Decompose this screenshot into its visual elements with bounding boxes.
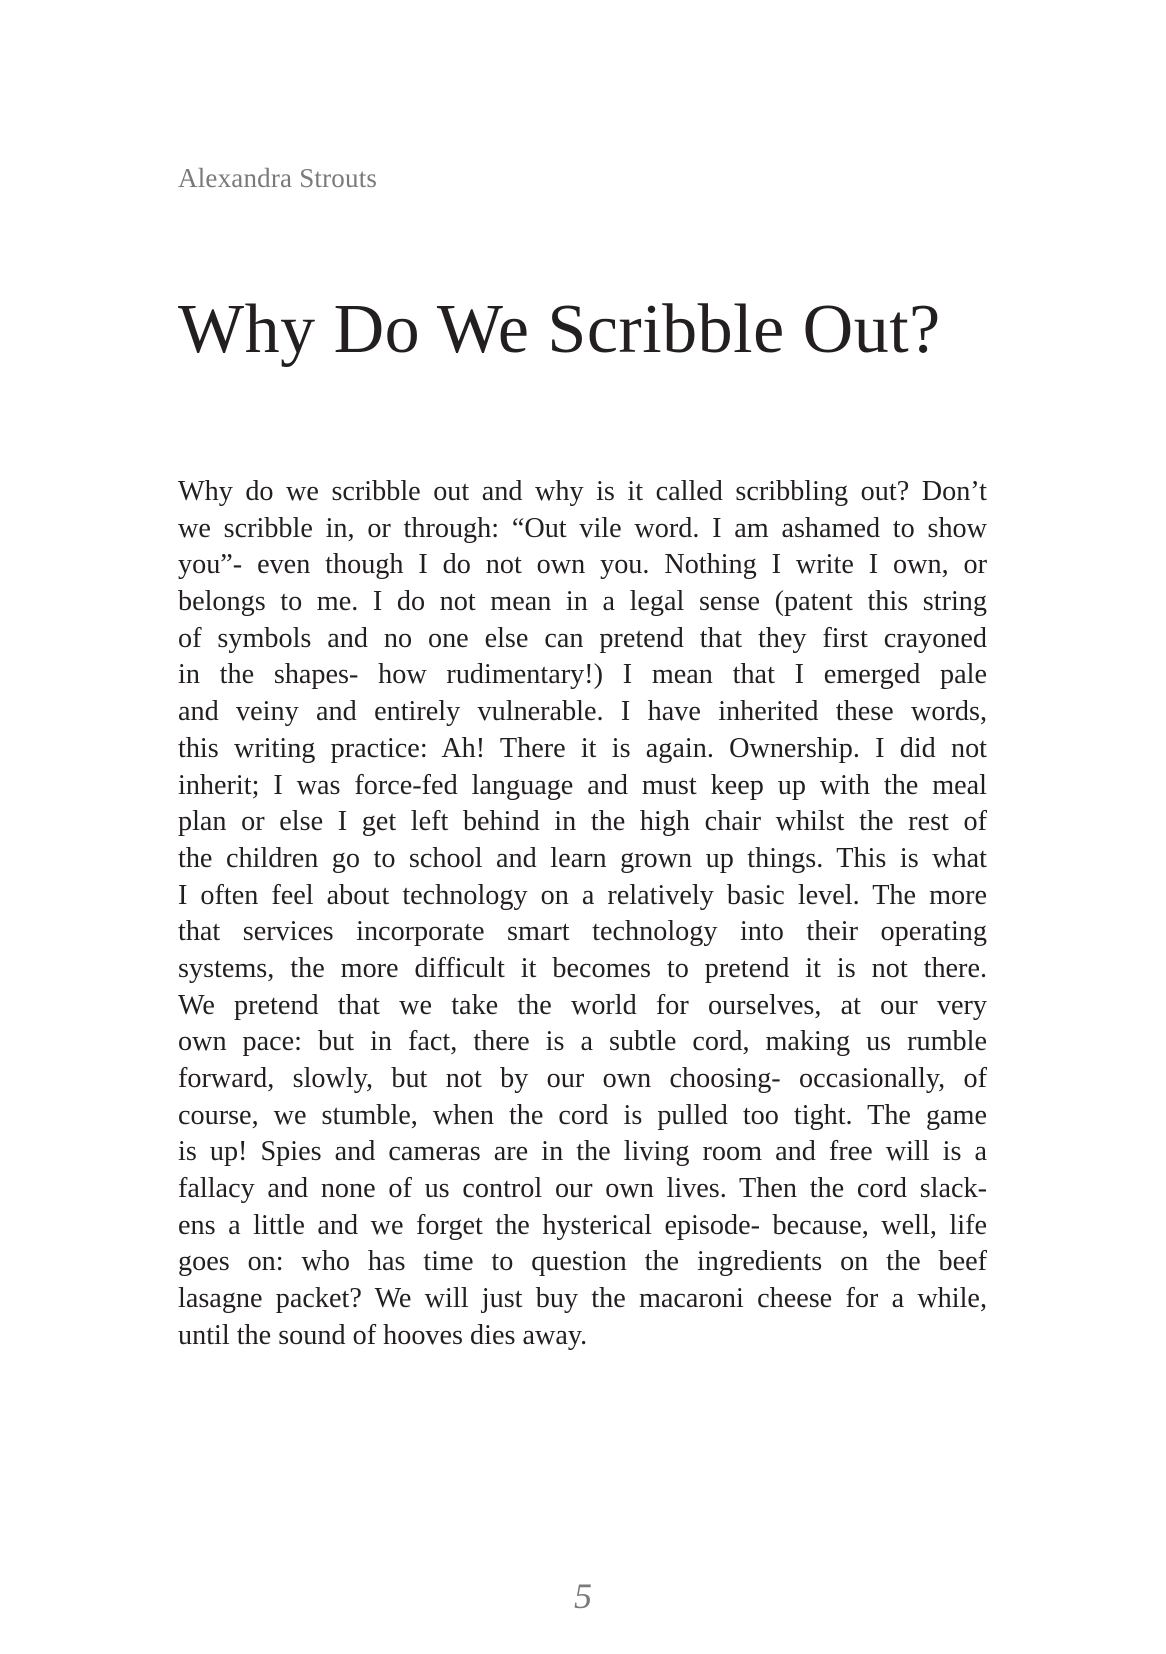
body-line: course, we stumble, when the cord is pulled too tight. The game <box>178 1099 987 1131</box>
body-line: forward, slowly, but not by our own choosing- occasionally, of <box>178 1063 987 1094</box>
body-line: own pace: but in fact, there is a subtle cord, making us rumble <box>178 1026 987 1058</box>
body-line: in the shapes- how rudimentary!) I mean that I emerged pale <box>178 659 987 691</box>
body-line: ens a little and we forget the hysterical episode- because, well, life <box>178 1209 987 1241</box>
body-line: and veiny and entirely vulnerable. I have inherited these words, <box>178 696 987 728</box>
body-line: goes on: who has time to question the ingredients on the beef <box>178 1246 987 1278</box>
body-line: inherit; I was force-fed language and must keep up with the meal <box>178 769 987 801</box>
body-line: fallacy and none of us control our own lives. Then the cord slack- <box>178 1173 987 1205</box>
body-line: belongs to me. I do not mean in a legal sense (patent this string <box>178 586 987 618</box>
body-line: until the sound of hooves dies away. <box>178 1319 588 1351</box>
body-line: systems, the more difficult it becomes to pretend it is not there. <box>178 952 987 984</box>
body-line: plan or else I get left behind in the high chair whilst the rest of <box>178 806 987 838</box>
body-line: I often feel about technology on a relatively basic level. The more <box>178 879 987 911</box>
body-line: we scribble in, or through: “Out vile word. I am ashamed to show <box>178 512 987 544</box>
essay-body <box>178 474 987 1355</box>
body-line: is up! Spies and cameras are in the living room and free will is a <box>178 1136 987 1168</box>
body-line: that services incorporate smart technology into their operating <box>178 916 987 948</box>
page-number: 5 <box>574 1576 592 1616</box>
body-line: We pretend that we take the world for ourselves, at our very <box>178 989 987 1021</box>
essay-title: Why Do We Scribble Out? <box>178 291 941 368</box>
body-line: this writing practice: Ah! There it is again. Ownership. I did not <box>178 732 987 764</box>
author-name: Alexandra Strouts <box>178 163 378 193</box>
body-line: the children go to school and learn grown up things. This is what <box>178 842 987 874</box>
body-line: you”- even though I do not own you. Nothing I write I own, or <box>178 549 987 581</box>
body-line: Why do we scribble out and why is it called scribbling out? Don’t <box>178 476 987 507</box>
body-line: lasagne packet? We will just buy the macaroni cheese for a while, <box>178 1283 987 1315</box>
body-line: of symbols and no one else can pretend that they first crayoned <box>178 622 987 654</box>
